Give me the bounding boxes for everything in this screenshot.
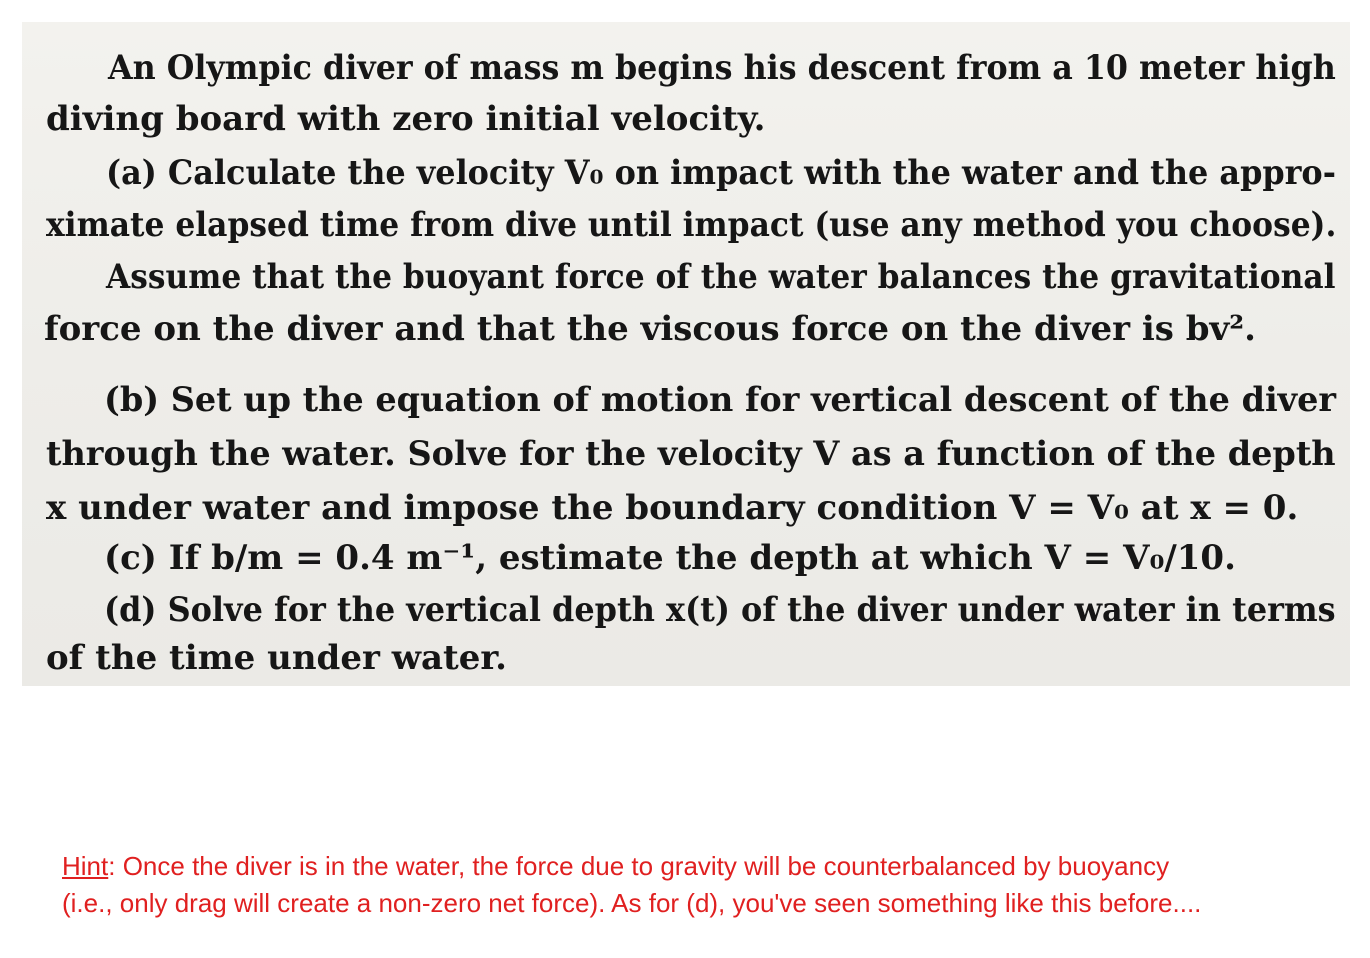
part-c-line-1: (c) If b/m = 0.4 m⁻¹, estimate the depth at which V = V₀/10. <box>104 538 1236 578</box>
part-a-line-3: Assume that the buoyant force of the water balances the gravitational <box>106 257 1336 297</box>
part-d-line-2: of the time under water. <box>46 638 507 678</box>
hint-line-2: (i.e., only drag will create a non-zero net force). As for (d), you've seen something like this before.... <box>62 888 1202 918</box>
part-b-line-1: (b) Set up the equation of motion for vertical descent of the diver <box>104 380 1337 420</box>
part-d-line-1: (d) Solve for the vertical depth x(t) of the diver under water in terms <box>104 590 1336 630</box>
hint-text-1: : Once the diver is in the water, the force due to gravity will be counterbalanced by buoyancy <box>108 851 1170 881</box>
part-a-line-2: ximate elapsed time from dive until impact (use any method you choose). <box>46 205 1337 245</box>
part-b-line-3: x under water and impose the boundary condition V = V₀ at x = 0. <box>46 488 1299 528</box>
part-a-line-4: force on the diver and that the viscous force on the diver is bv². <box>44 309 1256 349</box>
part-a-line-1: (a) Calculate the velocity V₀ on impact with the water and the appro- <box>106 153 1336 193</box>
hint-label: Hint <box>62 851 109 881</box>
part-b-line-2: through the water. Solve for the velocity V as a function of the depth <box>46 434 1336 474</box>
problem-intro-line-2: diving board with zero initial velocity. <box>46 99 766 139</box>
hint-line-1 <box>62 848 1169 884</box>
problem-intro-line-1: An Olympic diver of mass m begins his descent from a 10 meter high <box>108 48 1336 88</box>
